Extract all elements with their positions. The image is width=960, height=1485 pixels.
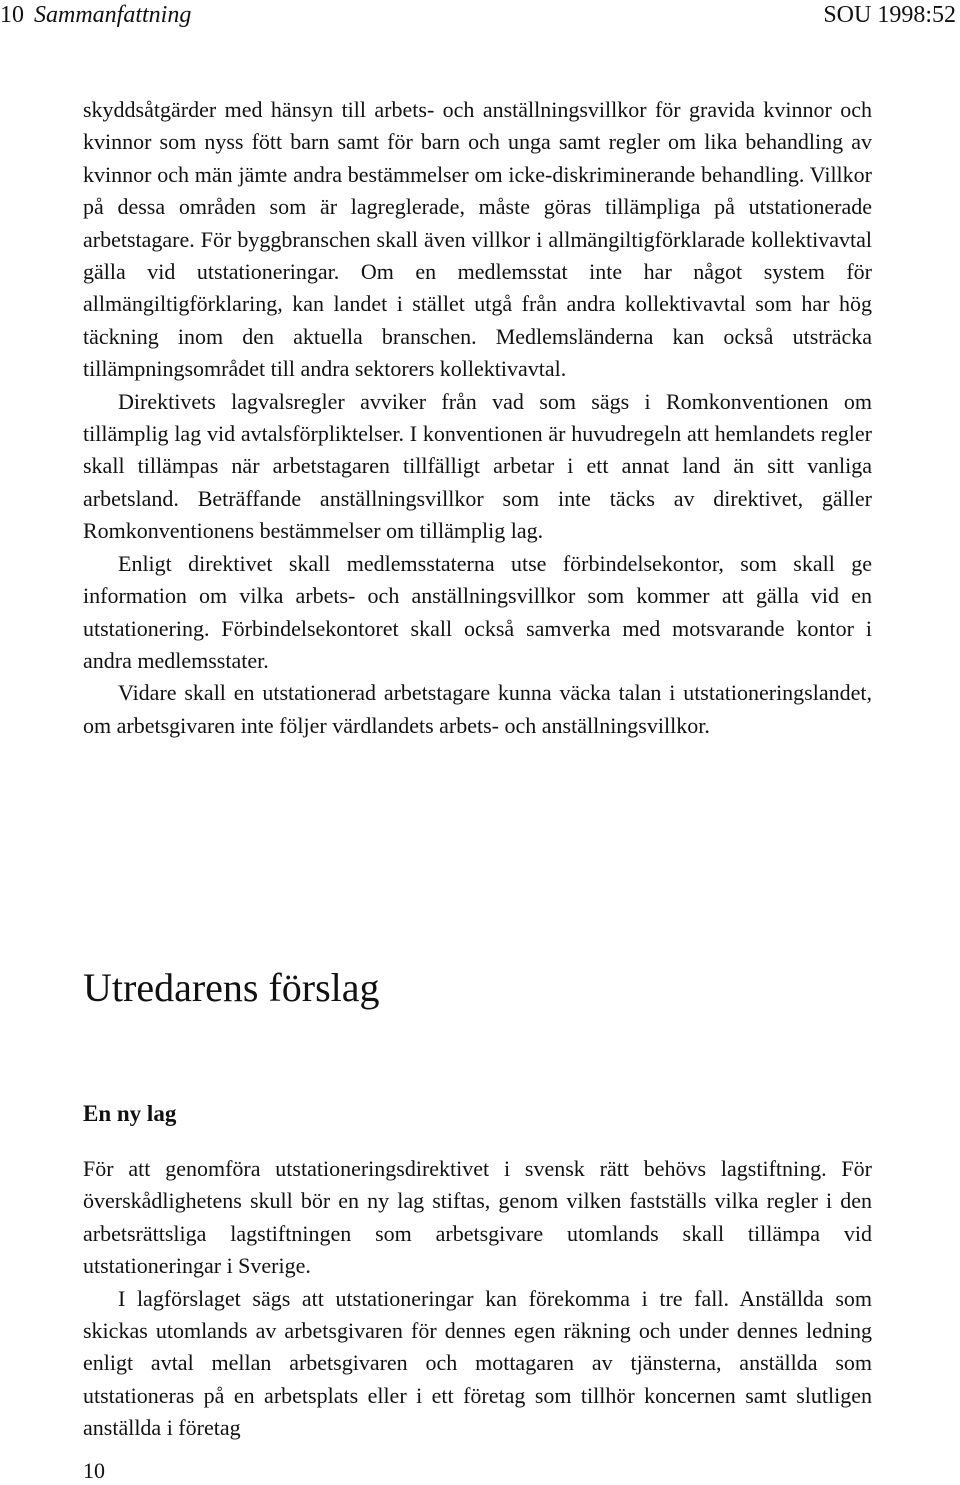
paragraph: Enligt direktivet skall medlemsstaterna utse förbindelsekontor, som skall ge information om vilka arbets- och anställningsvillkor som kommer att gälla vid en utstationering. Förbindelsekontoret skall också samverka med motsvarande kontor i andra medlemsstater. xyxy=(83,550,872,673)
body-text-bottom xyxy=(83,1153,872,1445)
chapter-heading: Utredarens förslag xyxy=(83,965,380,1010)
paragraph: Direktivets lagvalsregler avviker från vad som sägs i Romkonventionen om tillämplig lag vid avtalsförpliktelser. I konventionen är huvudregeln att hemlandets regler skall tillämpas när arbetstagaren tillfälligt arbetar i ett annat land än sitt vanliga arbetsland. Beträffande anställningsvillkor som inte täcks av direktivet, gäller Romkonventionens bestämmelser om tillämplig lag. xyxy=(83,388,872,544)
paragraph: skyddsåtgärder med hänsyn till arbets- och anställningsvillkor för gravida kvinnor och kvinnor som nyss fött barn samt för barn och unga samt regler om lika behandling av kvinnor och män jämte andra bestämmelser om icke-diskriminerande behandling. Villkor på dessa områden som är lagreglerade, måste göras tillämpliga på utstationerade arbetstagare. För byggbranschen skall även villkor i allmängiltigförklarade kollektivavtal gälla vid utstationeringar. Om en medlemsstat inte har något system för allmängiltigförklaring, kan landet i stället utgå från andra kollektivavtal som har hög täckning inom den aktuella branschen. Medlemsländerna kan också utsträcka tillämpningsområdet till andra sektorers kollektivavtal. xyxy=(83,97,872,382)
running-header xyxy=(0,0,960,32)
header-report-id: SOU 1998:52 xyxy=(823,2,956,28)
paragraph: I lagförslaget sägs att utstationeringar kan förekomma i tre fall. Anställda som skickas utomlands av arbetsgivaren för dennes egen räkning och under dennes ledning enligt avtal mellan arbetsgivaren och mottagaren av tjänsterna, anställda som utstationeras på en arbetsplats eller i ett företag som tillhör koncernen samt slutligen anställda i företag xyxy=(83,1285,872,1441)
section-heading: En ny lag xyxy=(83,1101,177,1126)
header-page-number: 10 xyxy=(0,2,24,28)
footer-page-number: 10 xyxy=(83,1458,105,1483)
paragraph: Vidare skall en utstationerad arbetstagare kunna väcka talan i utstationeringslandet, om arbetsgivaren inte följer värdlandets arbets- och anställningsvillkor. xyxy=(83,680,872,738)
header-section-title: Sammanfattning xyxy=(34,2,192,28)
paragraph: För att genomföra utstationeringsdirektivet i svensk rätt behövs lagstiftning. För överskådlighetens skull bör en ny lag stiftas, genom vilken fastställs vilka regler i den arbetsrättsliga lagstiftningen som arbetsgivare utomlands skall tillämpa vid utstationeringar i Sverige. xyxy=(83,1156,872,1279)
body-text-top xyxy=(83,94,872,742)
